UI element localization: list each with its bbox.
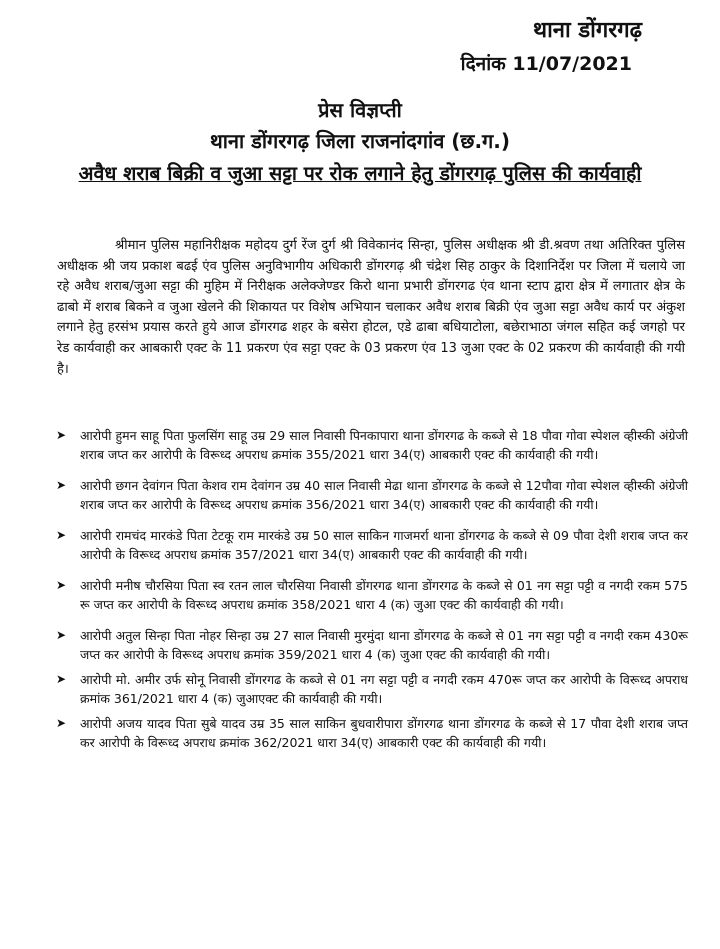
list-item-text: आरोपी रामचंद मारकंडे पिता टेटकू राम मारकंडे उम्र 50 साल साकिन गाजमर्रा थाना डोंगरगढ के कब्जे से 09 पौवा देशी शराब जप्त कर आरोपी के विरूध्द अपराध क्रमांक 357/2021 धारा 34(ए) आबकारी एक्ट की कार्यवाही की गयी। bbox=[80, 528, 688, 562]
list-item-text: आरोपी अजय यादव पिता सुबे यादव उम्र 35 साल साकिन बुधवारीपारा डोंगरगढ थाना डोंगरगढ के कब्जे से 17 पौवा देशी शराब जप्त कर आरोपी के विरूध्द अपराध क्रमांक 362/2021 धारा 34(ए) आबकारी एक्ट की कार्यवाही की गयी। bbox=[80, 716, 688, 750]
list-item-text: आरोपी हुमन साहू पिता फुलसिंग साहू उम्र 29 साल निवासी पिनकापारा थाना डोंगरगढ के कब्जे से 18 पौवा गोवा स्पेशल व्हीस्की अंग्रेजी शराब जप्त कर आरोपी के विरूध्द अपराध क्रमांक 355/2021 धारा 34(ए) आबकारी एक्ट की कार्यवाही की गयी। bbox=[80, 428, 688, 462]
station-district-heading: थाना डोंगरगढ़ जिला राजनांदगांव (छ.ग.) bbox=[209, 129, 511, 153]
list-item bbox=[52, 714, 688, 752]
arrow-bullet-icon: ➤ bbox=[56, 578, 67, 592]
list-item-text: आरोपी छगन देवांगन पिता केशव राम देवांगन उम्र 40 साल निवासी मेढा थाना डोंगरगढ के कब्जे से 12पौवा गोवा स्पेशल व्हीस्की अंग्रेजी शराब जप्त कर आरोपी के विरूध्द अपराध क्रमांक 356/2021 धारा 34(ए) आबकारी एक्ट की कार्यवाही की गयी। bbox=[80, 478, 688, 512]
police-station-name: थाना डोंगरगढ़ bbox=[533, 18, 642, 43]
arrow-bullet-icon: ➤ bbox=[56, 528, 67, 542]
list-item bbox=[52, 476, 688, 514]
arrow-bullet-icon: ➤ bbox=[56, 672, 67, 686]
intro-paragraph: श्रीमान पुलिस महानिरीक्षक महोदय दुर्ग रेंज दुर्ग श्री विवेकानंद सिन्हा, पुलिस अधीक्षक श्री डी.श्रवण तथा अतिरिक्त पुलिस अधीक्षक श्री जय प्रकाश बढई एंव पुलिस अनुविभागीय अधिकारी डोंगरगढ़ श्री चंद्रेश सिह ठाकुर के दिशानिर्देश पर जिला में चलाये जा रहे अवैध शराब/जुआ सट्टा की मुहिम में निरीक्षक अलेक्जेण्डर किरो थाना प्रभारी डोंगरगढ एंव थाना स्टाप द्वारा क्षेत्र में लगातार क्षेत्र के ढाबो में शराब बिकने व जुआ खेलने की शिकायत पर विशेष अभियान चलाकर अवैध शराब बिक्री एंव जुआ सट्टा अवैध कार्य पर अंकुश लगाने हेतु हरसंभ प्रयास करते हुये आज डोंगरगढ शहर के बसेरा होटल, एडे ढाबा बधियाटोला, बछेराभाठा जंगल सहित कई जगहो पर रेड कार्यवाही कर आबकारी एक्ट के 11 प्रकरण एंव सट्टा एक्ट के 03 प्रकरण एंव 13 जुआ एक्ट के 02 प्रकरण की कार्यवाही की गयी है। bbox=[57, 238, 685, 377]
arrow-bullet-icon: ➤ bbox=[56, 428, 67, 442]
arrow-bullet-icon: ➤ bbox=[56, 628, 67, 642]
list-item bbox=[52, 670, 688, 708]
list-item bbox=[52, 626, 688, 664]
document-subject-heading: अवैध शराब बिक्री व जुआ सट्टा पर रोक लगाने हेतु डोंगरगढ़ पुलिस की कार्यवाही bbox=[78, 162, 642, 185]
document-date: दिनांक 11/07/2021 bbox=[460, 53, 632, 75]
arrow-bullet-icon: ➤ bbox=[56, 716, 67, 730]
list-item bbox=[52, 526, 688, 564]
case-list bbox=[52, 426, 688, 764]
list-item bbox=[52, 576, 688, 614]
list-item-text: आरोपी अतुल सिन्हा पिता नोहर सिन्हा उम्र 27 साल निवासी मुरमुंदा थाना डोंगरगढ के कब्जे से 01 नग सट्टा पट्टी व नगदी रकम 430रू जप्त कर आरोपी के विरूध्द अपराध क्रमांक 359/2021 धारा 4 (क) जुआ एक्ट की कार्यवाही की गयी। bbox=[80, 628, 688, 662]
list-item-text: आरोपी मनीष चौरसिया पिता स्व रतन लाल चौरसिया निवासी डोंगरगढ थाना डोंगरगढ के कब्जे से 01 नग सट्टा पट्टी व नगदी रकम 575 रू जप्त कर आरोपी के विरूध्द अपराध क्रमांक 358/2021 धारा 4 (क) जुआ एक्ट की कार्यवाही की गयी। bbox=[80, 578, 688, 612]
press-release-heading: प्रेस विज्ञप्ती bbox=[318, 98, 402, 122]
list-item bbox=[52, 426, 688, 464]
list-item-text: आरोपी मो. अमीर उर्फ सोनू निवासी डोंगरगढ के कब्जे से 01 नग सट्टा पट्टी व नगदी रकम 470रू जप्त कर आरोपी के विरूध्द अपराध क्रमांक 361/2021 धारा 4 (क) जुआएक्ट की कार्यवाही की गयी। bbox=[80, 672, 688, 706]
arrow-bullet-icon: ➤ bbox=[56, 478, 67, 492]
